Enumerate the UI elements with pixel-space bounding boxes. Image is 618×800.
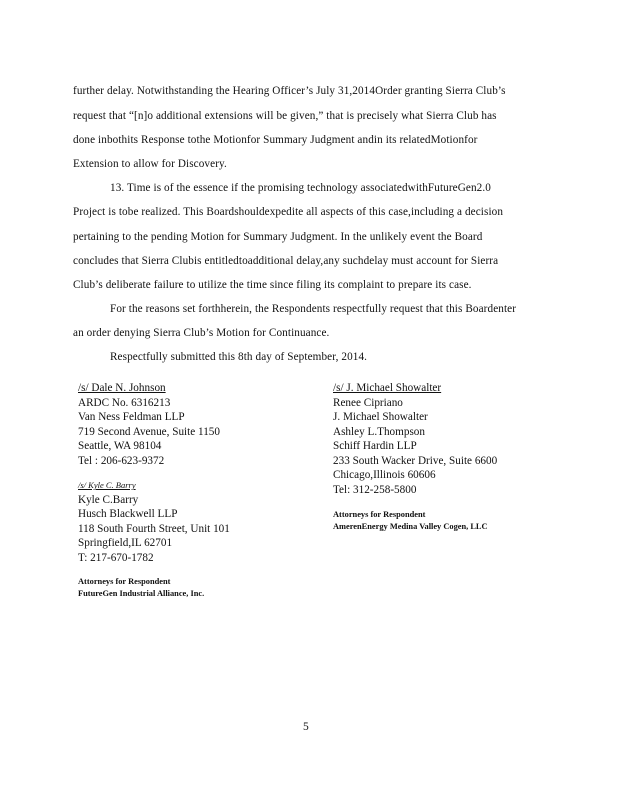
attorneys-for-ameren [333, 509, 488, 533]
signature-block-showalter [333, 381, 497, 497]
body-line: pertaining to the pending Motion for Summary Judgment. In the unlikely event the Board [73, 231, 483, 243]
firm-address: 233 South Wacker Drive, Suite 6600 [333, 454, 498, 467]
signature-line: /s/ Kyle C. Barry [78, 480, 136, 490]
attorney-name: J. Michael Showalter [333, 411, 428, 423]
signature-line: /s/ Dale N. Johnson [78, 382, 166, 394]
body-line: concludes that Sierra Clubis entitledtoadditional delay,any suchdelay must account for Sierra [73, 255, 499, 267]
firm-name: Van Ness Feldman LLP [78, 411, 185, 423]
firm-address: 118 South Fourth Street, Unit 101 [78, 522, 230, 535]
firm-name: Husch Blackwell LLP [78, 508, 178, 520]
attorneys-label: Attorneys for Respondent [78, 577, 171, 586]
body-line: Club’s deliberate failure to utilize the time since filing its complaint to prepare its case. [73, 279, 472, 291]
firm-phone: Tel: 312-258-5800 [333, 483, 417, 496]
firm-city: Seattle, WA 98104 [78, 440, 162, 452]
client-name: AmerenEnergy Medina Valley Cogen, LLC [333, 522, 488, 531]
body-line: Project is tobe realized. This Boardshouldexpedite all aspects of this case,including a decision [73, 206, 504, 218]
attorneys-label: Attorneys for Respondent [333, 510, 426, 519]
signature-block-johnson [78, 381, 220, 468]
signature-line: /s/ J. Michael Showalter [333, 382, 442, 394]
page-number: 5 [303, 721, 309, 733]
ardc-number: ARDC No. 6316213 [78, 396, 171, 409]
attorney-name: Renee Cipriano [333, 396, 403, 409]
attorney-name: Ashley L.Thompson [333, 425, 425, 438]
firm-phone: Tel : 206-623-9372 [78, 454, 165, 467]
conclusion-start: For the reasons set forthherein, the Respondents respectfully request that this Boardenter [110, 303, 517, 315]
body-line: done inbothits Response tothe Motionfor Summary Judgment andin its relatedMotionfor [73, 134, 478, 146]
body-line: an order denying Sierra Club’s Motion for Continuance. [73, 327, 330, 339]
firm-phone: T: 217-670-1782 [78, 551, 154, 564]
signoff-line: Respectfully submitted this 8th day of September, 2014. [110, 351, 368, 363]
attorney-name: Kyle C.Barry [78, 493, 139, 506]
body-line: Extension to allow for Discovery. [73, 158, 227, 170]
body-line: further delay. Notwithstanding the Hearing Officer’s July 31,2014Order granting Sierra Club’s [73, 85, 506, 97]
firm-name: Schiff Hardin LLP [333, 440, 417, 452]
paragraph-13-start: 13. Time is of the essence if the promising technology associatedwithFutureGen2.0 [110, 182, 491, 194]
client-name: FutureGen Industrial Alliance, Inc. [78, 589, 205, 598]
firm-city: Chicago,Illinois 60606 [333, 469, 436, 481]
firm-city: Springfield,IL 62701 [78, 537, 173, 549]
signature-block-barry [78, 478, 230, 565]
firm-address: 719 Second Avenue, Suite 1150 [78, 425, 220, 438]
body-line: request that “[n]o additional extensions will be given,” that is precisely what Sierra Club has [73, 110, 497, 122]
attorneys-for-futuregen [78, 576, 204, 600]
